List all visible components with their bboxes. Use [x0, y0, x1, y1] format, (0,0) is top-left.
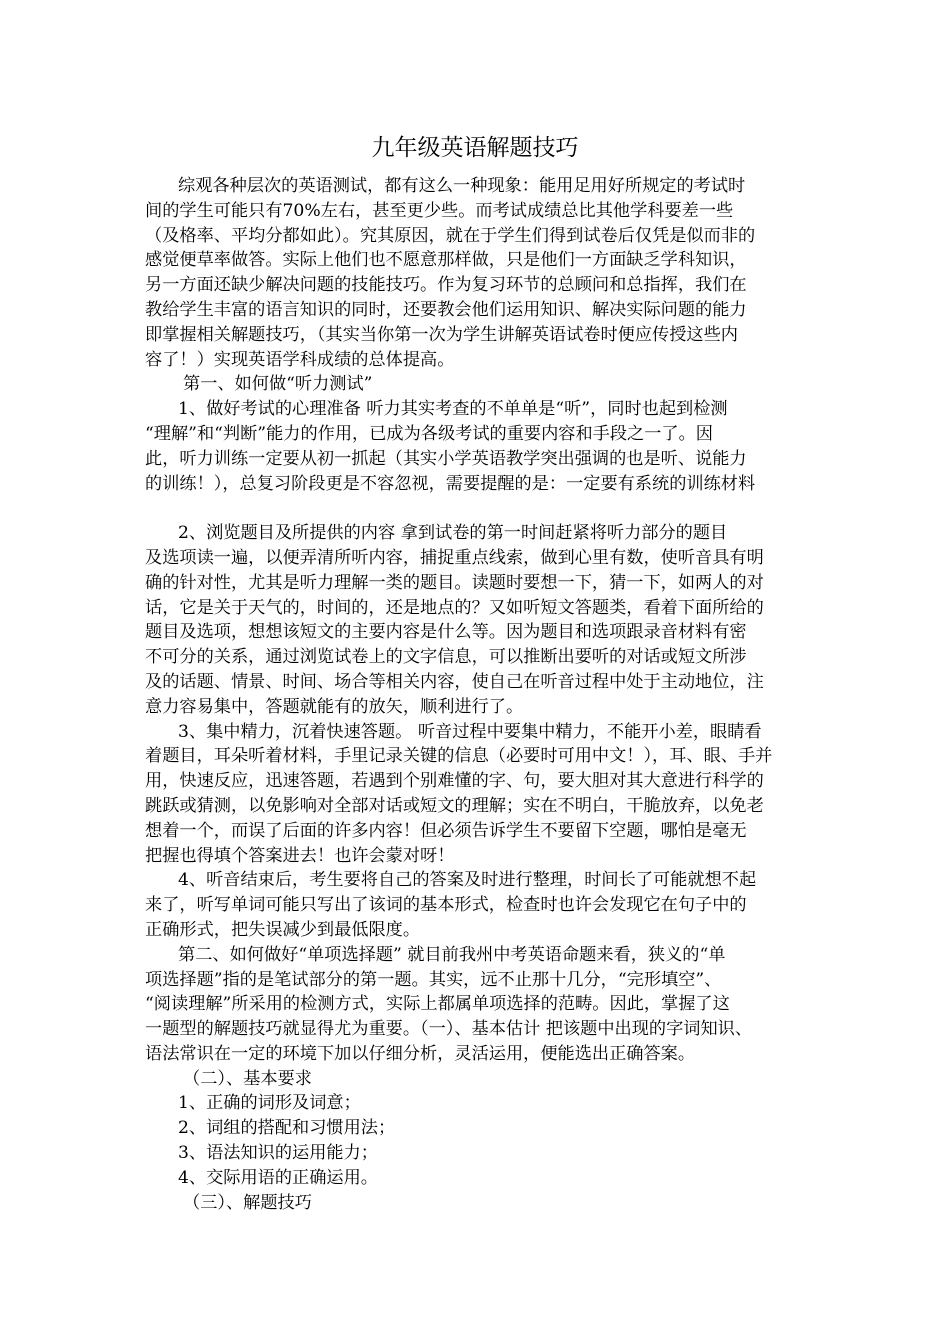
- paragraph-line: 语法常识在一定的环境下加以仔细分析，灵活运用，便能选出正确答案。: [145, 1043, 696, 1064]
- paragraph-line: 感觉便草率做答。实际上他们也不愿意那样做，只是他们一方面缺乏学科知识，: [145, 250, 747, 271]
- paragraph-line: 着题目，耳朵听着材料，手里记录关键的信息（必要时可用中文！），耳、眼、手并: [145, 746, 773, 767]
- paragraph-line: 及的话题、情景、时间、场合等相关内容，使自己在听音过程中处于主动地位，注: [145, 671, 764, 692]
- paragraph-line: 此，听力训练一定要从初一抓起（其实小学英语教学突出强调的也是听、说能力: [145, 448, 747, 469]
- paragraph-line: 意力容易集中，答题就能有的放矢，顺利进行了。: [145, 696, 524, 717]
- paragraph-line: 教给学生丰富的语言知识的同时，还要教会他们运用知识、解决实际问题的能力: [145, 299, 747, 320]
- paragraph-line: 容了！）实现英语学科成绩的总体提高。: [145, 349, 455, 370]
- section-heading: 第一、如何做“听力测试”: [183, 374, 373, 395]
- paragraph-line: （及格率、平均分都如此）。究其原因，就在于学生们得到试卷后仅凭是似而非的: [145, 225, 756, 246]
- paragraph-line: 间的学生可能只有70%左右，甚至更少些。而考试成绩总比其他学科要差一些: [145, 200, 734, 221]
- paragraph-line: 2、浏览题目及所提供的内容 拿到试卷的第一时间赶紧将听力部分的题目: [178, 523, 728, 544]
- paragraph-line: 正确形式，把失误减少到最低限度。: [145, 919, 421, 940]
- section-heading: （二）、基本要求: [183, 1068, 312, 1089]
- paragraph-line: 第二、如何做好“单项选择题” 就目前我州中考英语命题来看，狭义的“单: [178, 944, 726, 965]
- paragraph-line: 4、听音结束后，考生要将自己的答案及时进行整理，时间长了可能就想不起: [178, 870, 757, 891]
- paragraph-line: 跳跃或猜测，以免影响对全部对话或短文的理解；实在不明白，干脆放弃，以免老: [145, 795, 764, 816]
- blank-line: [145, 496, 817, 521]
- list-item: 1、正确的词形及词意；: [178, 1093, 361, 1114]
- section-heading: （三）、解题技巧: [183, 1192, 312, 1213]
- document-body: [145, 174, 817, 1215]
- document-title: 九年级英语解题技巧: [371, 135, 579, 161]
- list-item: 2、词组的搭配和习惯用法；: [178, 1118, 396, 1139]
- paragraph-line: 及选项读一遍，以便弄清所听内容，捕捉重点线索，做到心里有数，使听音具有明: [145, 547, 764, 568]
- paragraph-line: 的训练！），总复习阶段更是不容忽视，需要提醒的是：一定要有系统的训练材料: [145, 473, 756, 494]
- paragraph-line: 想着一个，而误了后面的许多内容！但必须告诉学生不要留下空题，哪怕是毫无: [145, 820, 747, 841]
- paragraph-line: 综观各种层次的英语测试，都有这么一种现象：能用足用好所规定的考试时: [178, 176, 746, 196]
- paragraph-line: 3、集中精力，沉着快速答题。 听音过程中要集中精力，不能开小差，眼睛看: [178, 721, 762, 742]
- paragraph-line: 确的针对性，尤其是听力理解一类的题目。读题时要想一下，猜一下，如两人的对: [145, 572, 764, 593]
- paragraph-line: 题目及选项，想想该短文的主要内容是什么等。因为题目和选项跟录音材料有密: [145, 622, 747, 643]
- paragraph-line: 一题型的解题技巧就显得尤为重要。（一）、基本估计 把该题中出现的字词知识、: [145, 1019, 753, 1040]
- paragraph-line: “理解”和“判断”能力的作用，已成为各级考试的重要内容和手段之一了。因: [145, 423, 713, 444]
- paragraph-line: 把握也得填个答案进去！也许会蒙对呀！: [145, 845, 455, 866]
- paragraph-line: 1、做好考试的心理准备 听力其实考查的不单单是“听”，同时也起到检测: [178, 399, 728, 420]
- list-item: 3、语法知识的运用能力；: [178, 1143, 378, 1164]
- paragraph-line: 来了，听写单词可能只写出了该词的基本形式，检查时也许会发现它在句子中的: [145, 895, 747, 916]
- paragraph-line: 话，它是关于天气的，时间的，还是地点的？又如听短文答题类，看着下面所给的: [145, 597, 764, 618]
- paragraph-line: 不可分的关系，通过浏览试卷上的文字信息，可以推断出要听的对话或短文所涉: [145, 647, 747, 668]
- paragraph-line: 另一方面还缺少解决问题的技能技巧。作为复习环节的总顾问和总指挥，我们在: [145, 275, 747, 296]
- paragraph-line: “阅读理解”所采用的检测方式，实际上都属单项选择的范畴。因此，掌握了这: [145, 994, 730, 1015]
- paragraph-line: 即掌握相关解题技巧，（其实当你第一次为学生讲解英语试卷时便应传授这些内: [145, 324, 738, 345]
- paragraph-line: 项选择题”指的是笔试部分的第一题。其实，远不止那十几分，“完形填空”、: [145, 969, 722, 990]
- paragraph-line: 用，快速反应，迅速答题，若遇到个别难懂的字、句，要大胆对其大意进行科学的: [145, 771, 764, 792]
- list-item: 4、交际用语的正确运用。: [178, 1167, 378, 1188]
